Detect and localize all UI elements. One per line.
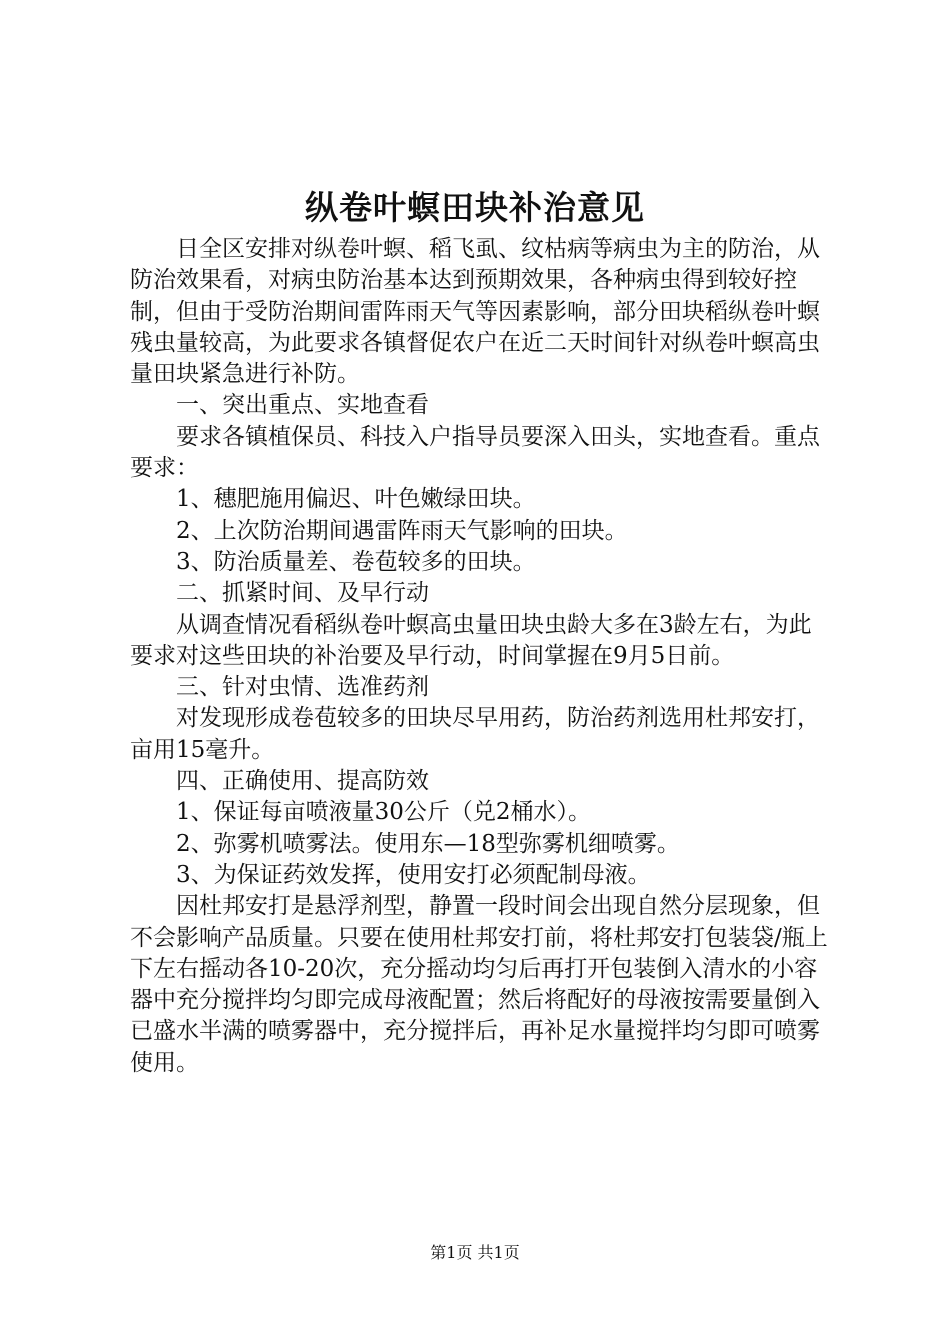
- body-paragraph: 对发现形成卷苞较多的田块尽早用药，防治药剂选用杜邦安打，亩用15毫升。: [130, 705, 820, 763]
- list-item: 1、穗肥施用偏迟、叶色嫩绿田块。: [176, 486, 536, 513]
- list-item: 2、上次防治期间遇雷阵雨天气影响的田块。: [176, 517, 628, 544]
- body-paragraph: 从调查情况看稻纵卷叶螟高虫量田块虫龄大多在3龄左右，为此要求对这些田块的补治要及早行动，时间掌握在9月5日前。: [130, 611, 812, 669]
- list-item: 1、保证每亩喷液量30公斤（兑2桶水）。: [176, 799, 592, 826]
- section-heading-1: 一、突出重点、实地查看: [176, 392, 429, 419]
- list-item: 3、防治质量差、卷苞较多的田块。: [176, 548, 536, 575]
- section-heading-2: 二、抓紧时间、及早行动: [176, 580, 429, 607]
- section-heading-4: 四、正确使用、提高防效: [176, 768, 429, 795]
- list-item: 3、为保证药效发挥，使用安打必须配制母液。: [176, 861, 651, 888]
- page-footer: 第1页 共1页: [430, 1243, 520, 1262]
- intro-paragraph: 日全区安排对纵卷叶螟、稻飞虱、纹枯病等病虫为主的防治，从防治效果看，对病虫防治基本达到预期效果，各种病虫得到较好控制，但由于受防治期间雷阵雨天气等因素影响，部分田块稻纵卷叶螟残虫量较高，为此要求各镇督促农户在近二天时间针对纵卷叶螟高虫量田块紧急进行补防。: [130, 236, 820, 388]
- document-body: [130, 234, 830, 1079]
- section-heading-3: 三、针对虫情、选准药剂: [176, 674, 429, 701]
- list-item: 2、弥雾机喷雾法。使用东—18型弥雾机细喷雾。: [176, 830, 680, 857]
- body-paragraph: 要求各镇植保员、科技入户指导员要深入田头，实地查看。重点要求：: [130, 423, 820, 482]
- body-paragraph: 因杜邦安打是悬浮剂型，静置一段时间会出现自然分层现象，但不会影响产品质量。只要在使用杜邦安打前，将杜邦安打包装袋/瓶上下左右摇动各10-20次，充分摇动均匀后再打开包装倒入清水的小容器中充分搅拌均匀即完成母液配置；然后将配好的母液按需要量倒入已盛水半满的喷雾器中，充分搅拌后，再补足水量搅拌均匀即可喷雾使用。: [130, 893, 828, 1076]
- document-title: 纵卷叶螟田块补治意见: [305, 188, 645, 227]
